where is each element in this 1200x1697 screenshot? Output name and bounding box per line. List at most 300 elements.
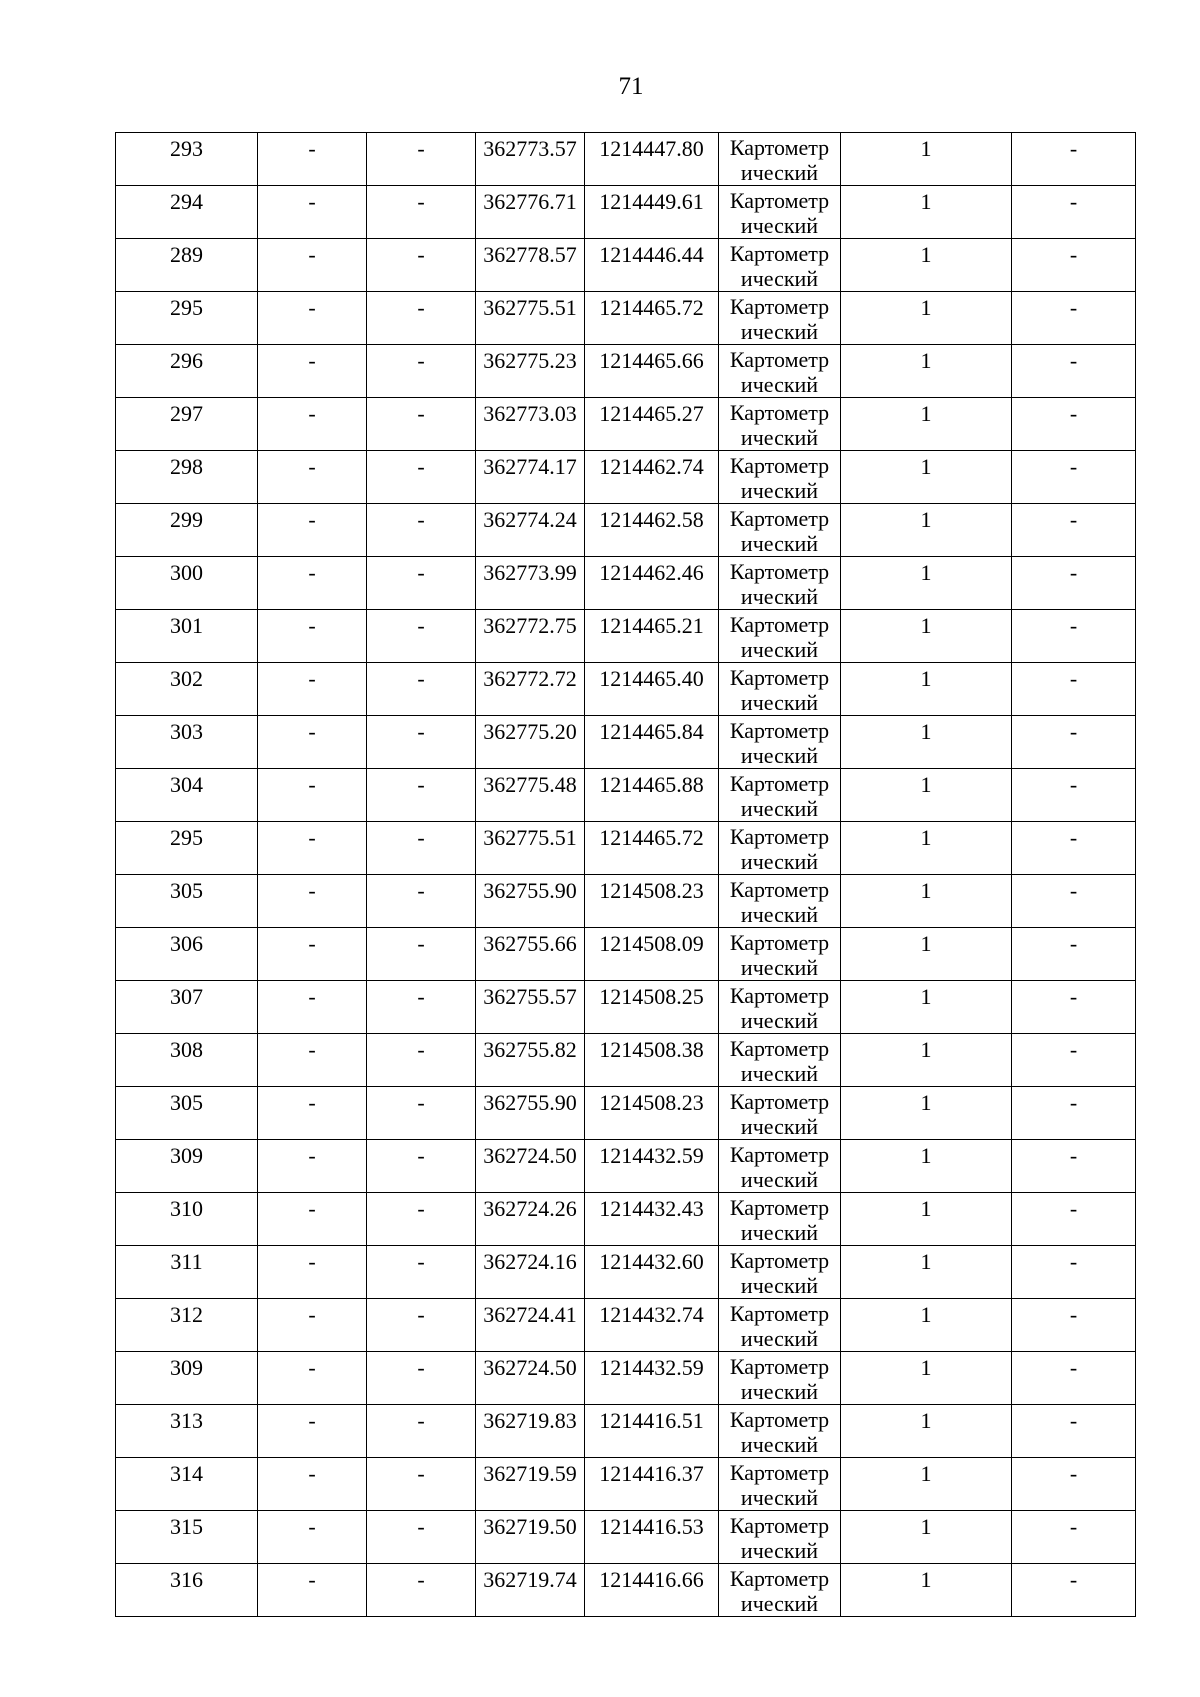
empty-cell-b (367, 875, 476, 928)
empty-cell-b (367, 133, 476, 186)
cell-text: - (1069, 507, 1078, 532)
cell-text: 301 (170, 613, 203, 638)
cell-text: - (308, 1143, 316, 1168)
accuracy-cell (841, 451, 1012, 504)
cell-text: 1214416.51 (599, 1408, 704, 1433)
cell-text: - (308, 666, 316, 691)
method-cell (719, 345, 841, 398)
coordinate-x-cell (476, 239, 585, 292)
coordinate-x-cell (476, 1405, 585, 1458)
method-cell (719, 239, 841, 292)
empty-cell-c (1012, 133, 1136, 186)
point-number-cell (116, 610, 258, 663)
empty-cell-a (258, 1193, 367, 1246)
empty-cell-c (1012, 345, 1136, 398)
empty-cell-c (1012, 610, 1136, 663)
empty-cell-a (258, 1564, 367, 1617)
empty-cell-c (1012, 292, 1136, 345)
cell-text: - (308, 136, 316, 161)
coordinate-y-cell (585, 1193, 719, 1246)
cell-text: 362774.24 (483, 507, 577, 532)
table-row (116, 239, 1136, 292)
cell-text: 1214416.66 (599, 1567, 704, 1592)
empty-cell-c (1012, 769, 1136, 822)
coordinate-y-cell (585, 1564, 719, 1617)
cell-text: - (1069, 613, 1078, 638)
method-cell (719, 186, 841, 239)
cell-text: 362773.99 (483, 560, 577, 585)
coordinate-y-cell (585, 1352, 719, 1405)
coordinate-x-cell (476, 928, 585, 981)
cell-text: - (417, 560, 425, 585)
empty-cell-a (258, 1405, 367, 1458)
cell-text: - (1069, 1090, 1078, 1115)
point-number-cell (116, 1140, 258, 1193)
empty-cell-c (1012, 239, 1136, 292)
empty-cell-b (367, 1034, 476, 1087)
cell-text: 362774.17 (483, 454, 577, 479)
accuracy-cell (841, 292, 1012, 345)
method-cell (719, 292, 841, 345)
cell-text: Картометр ический (729, 1460, 830, 1510)
cell-text: - (1069, 1249, 1078, 1274)
method-cell (719, 1140, 841, 1193)
cell-text: 1214432.43 (599, 1196, 704, 1221)
empty-cell-a (258, 928, 367, 981)
cell-text: - (417, 613, 425, 638)
coordinate-x-cell (476, 1511, 585, 1564)
cell-text: 362772.72 (483, 666, 577, 691)
coordinate-y-cell (585, 1299, 719, 1352)
method-cell (719, 133, 841, 186)
empty-cell-c (1012, 663, 1136, 716)
method-cell (719, 875, 841, 928)
cell-text: 362719.74 (483, 1567, 577, 1592)
method-cell (719, 557, 841, 610)
cell-text: 362772.75 (483, 613, 577, 638)
coordinate-y-cell (585, 1034, 719, 1087)
cell-text: - (1069, 1037, 1078, 1062)
cell-text: 307 (170, 984, 203, 1009)
coordinate-x-cell (476, 1299, 585, 1352)
cell-text: 304 (170, 772, 203, 797)
cell-text: - (1069, 1461, 1078, 1486)
table-row (116, 716, 1136, 769)
cell-text: Картометр ический (729, 1301, 830, 1351)
method-cell (719, 504, 841, 557)
cell-text: - (1069, 1302, 1078, 1327)
point-number-cell (116, 875, 258, 928)
cell-text: 1214508.25 (599, 984, 704, 1009)
cell-text: - (308, 1196, 316, 1221)
empty-cell-a (258, 822, 367, 875)
cell-text: Картометр ический (729, 506, 830, 556)
cell-text: 298 (170, 454, 203, 479)
coordinates-table (115, 132, 1136, 1617)
page-number: 71 (618, 73, 644, 100)
empty-cell-a (258, 663, 367, 716)
coordinate-x-cell (476, 1458, 585, 1511)
cell-text: Картометр ический (729, 718, 830, 768)
cell-text: 1 (920, 1461, 932, 1486)
cell-text: Картометр ический (729, 559, 830, 609)
cell-text: - (1069, 984, 1078, 1009)
cell-text: - (1069, 295, 1078, 320)
method-cell (719, 1246, 841, 1299)
cell-text: - (308, 560, 316, 585)
method-cell (719, 1458, 841, 1511)
coordinate-x-cell (476, 663, 585, 716)
cell-text: 362773.57 (483, 136, 577, 161)
table-row (116, 981, 1136, 1034)
cell-text: 362755.57 (483, 984, 577, 1009)
empty-cell-c (1012, 557, 1136, 610)
cell-text: 1214465.84 (599, 719, 704, 744)
coordinate-x-cell (476, 1034, 585, 1087)
cell-text: 1 (920, 1302, 932, 1327)
cell-text: 362724.41 (483, 1302, 577, 1327)
cell-text: 1 (920, 878, 932, 903)
cell-text: 1 (920, 1408, 932, 1433)
cell-text: Картометр ический (729, 1248, 830, 1298)
cell-text: Картометр ический (729, 1407, 830, 1457)
empty-cell-a (258, 610, 367, 663)
cell-text: 362778.57 (483, 242, 577, 267)
table-row (116, 1193, 1136, 1246)
cell-text: - (308, 984, 316, 1009)
cell-text: 302 (170, 666, 203, 691)
empty-cell-a (258, 292, 367, 345)
cell-text: Картометр ический (729, 1089, 830, 1139)
cell-text: - (308, 613, 316, 638)
empty-cell-a (258, 716, 367, 769)
empty-cell-b (367, 292, 476, 345)
cell-text: - (417, 878, 425, 903)
cell-text: 312 (170, 1302, 203, 1327)
table-row (116, 1140, 1136, 1193)
cell-text: 313 (170, 1408, 203, 1433)
cell-text: - (308, 1302, 316, 1327)
coordinate-y-cell (585, 716, 719, 769)
table-row (116, 1087, 1136, 1140)
empty-cell-c (1012, 1352, 1136, 1405)
empty-cell-a (258, 1246, 367, 1299)
coordinate-y-cell (585, 610, 719, 663)
cell-text: 1214465.40 (599, 666, 704, 691)
cell-text: - (417, 719, 425, 744)
cell-text: 1 (920, 666, 932, 691)
cell-text: 1214462.74 (599, 454, 704, 479)
point-number-cell (116, 1087, 258, 1140)
coordinate-x-cell (476, 1193, 585, 1246)
point-number-cell (116, 398, 258, 451)
cell-text: 1 (920, 242, 932, 267)
empty-cell-a (258, 133, 367, 186)
accuracy-cell (841, 1352, 1012, 1405)
table-row (116, 1405, 1136, 1458)
accuracy-cell (841, 663, 1012, 716)
cell-text: - (1069, 1196, 1078, 1221)
cell-text: 362775.51 (483, 295, 577, 320)
cell-text: - (1069, 1143, 1078, 1168)
point-number-cell (116, 1246, 258, 1299)
empty-cell-c (1012, 1511, 1136, 1564)
empty-cell-a (258, 1458, 367, 1511)
cell-text: - (308, 878, 316, 903)
empty-cell-c (1012, 1087, 1136, 1140)
empty-cell-b (367, 1352, 476, 1405)
coordinate-y-cell (585, 186, 719, 239)
table-body (116, 133, 1136, 1617)
cell-text: - (308, 507, 316, 532)
cell-text: - (308, 719, 316, 744)
accuracy-cell (841, 716, 1012, 769)
cell-text: - (1069, 1514, 1078, 1539)
accuracy-cell (841, 1511, 1012, 1564)
empty-cell-b (367, 186, 476, 239)
empty-cell-b (367, 345, 476, 398)
table-row (116, 398, 1136, 451)
accuracy-cell (841, 1246, 1012, 1299)
table-row (116, 133, 1136, 186)
empty-cell-a (258, 186, 367, 239)
point-number-cell (116, 451, 258, 504)
point-number-cell (116, 1299, 258, 1352)
accuracy-cell (841, 928, 1012, 981)
coordinate-x-cell (476, 451, 585, 504)
method-cell (719, 1087, 841, 1140)
empty-cell-c (1012, 1564, 1136, 1617)
cell-text: 296 (170, 348, 203, 373)
cell-text: Картометр ический (729, 347, 830, 397)
accuracy-cell (841, 1299, 1012, 1352)
cell-text: 297 (170, 401, 203, 426)
coordinate-x-cell (476, 610, 585, 663)
cell-text: - (417, 984, 425, 1009)
empty-cell-c (1012, 186, 1136, 239)
coordinate-x-cell (476, 133, 585, 186)
coordinate-x-cell (476, 981, 585, 1034)
cell-text: 1214449.61 (599, 189, 704, 214)
cell-text: 1214508.23 (599, 878, 704, 903)
cell-text: 362775.51 (483, 825, 577, 850)
cell-text: Картометр ический (729, 930, 830, 980)
cell-text: - (1069, 666, 1078, 691)
cell-text: 362719.59 (483, 1461, 577, 1486)
empty-cell-b (367, 610, 476, 663)
coordinate-y-cell (585, 345, 719, 398)
cell-text: 362775.20 (483, 719, 577, 744)
cell-text: - (417, 931, 425, 956)
cell-text: Картометр ический (729, 1566, 830, 1616)
coordinate-y-cell (585, 1405, 719, 1458)
empty-cell-c (1012, 1193, 1136, 1246)
empty-cell-b (367, 822, 476, 875)
cell-text: 362755.90 (483, 878, 577, 903)
table-row (116, 557, 1136, 610)
cell-text: - (1069, 1355, 1078, 1380)
cell-text: 362775.23 (483, 348, 577, 373)
cell-text: 1 (920, 1143, 932, 1168)
cell-text: - (308, 401, 316, 426)
empty-cell-a (258, 875, 367, 928)
empty-cell-a (258, 504, 367, 557)
cell-text: - (308, 1408, 316, 1433)
cell-text: 1 (920, 348, 932, 373)
accuracy-cell (841, 1193, 1012, 1246)
point-number-cell (116, 186, 258, 239)
method-cell (719, 769, 841, 822)
cell-text: 316 (170, 1567, 203, 1592)
empty-cell-a (258, 239, 367, 292)
cell-text: 1214432.59 (599, 1355, 704, 1380)
empty-cell-b (367, 1564, 476, 1617)
empty-cell-a (258, 1087, 367, 1140)
cell-text: - (308, 1355, 316, 1380)
coordinate-x-cell (476, 1140, 585, 1193)
empty-cell-b (367, 239, 476, 292)
cell-text: 294 (170, 189, 203, 214)
cell-text: 310 (170, 1196, 203, 1221)
cell-text: - (1069, 560, 1078, 585)
cell-text: Картометр ический (729, 824, 830, 874)
cell-text: 299 (170, 507, 203, 532)
cell-text: - (308, 1461, 316, 1486)
cell-text: - (417, 1302, 425, 1327)
cell-text: 362775.48 (483, 772, 577, 797)
empty-cell-a (258, 1034, 367, 1087)
cell-text: - (308, 1514, 316, 1539)
cell-text: 1 (920, 931, 932, 956)
cell-text: 1214447.80 (599, 136, 704, 161)
cell-text: - (308, 454, 316, 479)
cell-text: 362755.82 (483, 1037, 577, 1062)
cell-text: 362724.50 (483, 1143, 577, 1168)
empty-cell-c (1012, 1458, 1136, 1511)
empty-cell-c (1012, 875, 1136, 928)
empty-cell-c (1012, 1299, 1136, 1352)
empty-cell-c (1012, 451, 1136, 504)
accuracy-cell (841, 769, 1012, 822)
coordinate-x-cell (476, 186, 585, 239)
coordinate-y-cell (585, 981, 719, 1034)
cell-text: - (417, 772, 425, 797)
cell-text: - (417, 136, 425, 161)
cell-text: Картометр ический (729, 877, 830, 927)
coordinate-x-cell (476, 1352, 585, 1405)
cell-text: - (417, 189, 425, 214)
empty-cell-c (1012, 716, 1136, 769)
cell-text: 1214508.23 (599, 1090, 704, 1115)
accuracy-cell (841, 1458, 1012, 1511)
cell-text: - (308, 1249, 316, 1274)
accuracy-cell (841, 1034, 1012, 1087)
cell-text: - (417, 1143, 425, 1168)
point-number-cell (116, 663, 258, 716)
cell-text: Картометр ический (729, 1195, 830, 1245)
accuracy-cell (841, 1140, 1012, 1193)
cell-text: Картометр ический (729, 453, 830, 503)
cell-text: 1214432.60 (599, 1249, 704, 1274)
empty-cell-b (367, 1140, 476, 1193)
cell-text: Картометр ический (729, 665, 830, 715)
cell-text: Картометр ический (729, 1142, 830, 1192)
method-cell (719, 716, 841, 769)
cell-text: - (417, 825, 425, 850)
empty-cell-b (367, 769, 476, 822)
empty-cell-a (258, 345, 367, 398)
empty-cell-b (367, 1458, 476, 1511)
cell-text: - (417, 1037, 425, 1062)
cell-text: 305 (170, 878, 203, 903)
cell-text: 303 (170, 719, 203, 744)
cell-text: - (1069, 348, 1078, 373)
cell-text: 362776.71 (483, 189, 577, 214)
cell-text: 1 (920, 507, 932, 532)
coordinate-y-cell (585, 1458, 719, 1511)
table-row (116, 186, 1136, 239)
accuracy-cell (841, 875, 1012, 928)
table-row (116, 769, 1136, 822)
cell-text: 1 (920, 1249, 932, 1274)
cell-text: 1 (920, 560, 932, 585)
cell-text: - (308, 772, 316, 797)
accuracy-cell (841, 1087, 1012, 1140)
accuracy-cell (841, 239, 1012, 292)
empty-cell-b (367, 928, 476, 981)
table-row (116, 822, 1136, 875)
cell-text: Картометр ический (729, 1513, 830, 1563)
cell-text: 289 (170, 242, 203, 267)
cell-text: 362724.50 (483, 1355, 577, 1380)
cell-text: - (417, 1408, 425, 1433)
cell-text: Картометр ический (729, 983, 830, 1033)
point-number-cell (116, 981, 258, 1034)
coordinate-y-cell (585, 239, 719, 292)
accuracy-cell (841, 557, 1012, 610)
method-cell (719, 1352, 841, 1405)
cell-text: 1 (920, 1355, 932, 1380)
coordinate-x-cell (476, 769, 585, 822)
empty-cell-a (258, 1140, 367, 1193)
point-number-cell (116, 769, 258, 822)
table-row (116, 928, 1136, 981)
empty-cell-a (258, 398, 367, 451)
cell-text: 1214465.88 (599, 772, 704, 797)
cell-text: 311 (170, 1249, 203, 1274)
cell-text: - (1069, 878, 1078, 903)
empty-cell-c (1012, 1140, 1136, 1193)
point-number-cell (116, 133, 258, 186)
accuracy-cell (841, 504, 1012, 557)
cell-text: 314 (170, 1461, 203, 1486)
cell-text: 309 (170, 1143, 203, 1168)
cell-text: 1 (920, 719, 932, 744)
coordinate-y-cell (585, 769, 719, 822)
method-cell (719, 451, 841, 504)
cell-text: 295 (170, 295, 203, 320)
method-cell (719, 663, 841, 716)
cell-text: 1214465.72 (599, 295, 704, 320)
point-number-cell (116, 822, 258, 875)
cell-text: 1214465.27 (599, 401, 704, 426)
table-row (116, 663, 1136, 716)
point-number-cell (116, 1034, 258, 1087)
cell-text: 1 (920, 1090, 932, 1115)
cell-text: 1 (920, 1514, 932, 1539)
cell-text: - (1069, 136, 1078, 161)
method-cell (719, 822, 841, 875)
